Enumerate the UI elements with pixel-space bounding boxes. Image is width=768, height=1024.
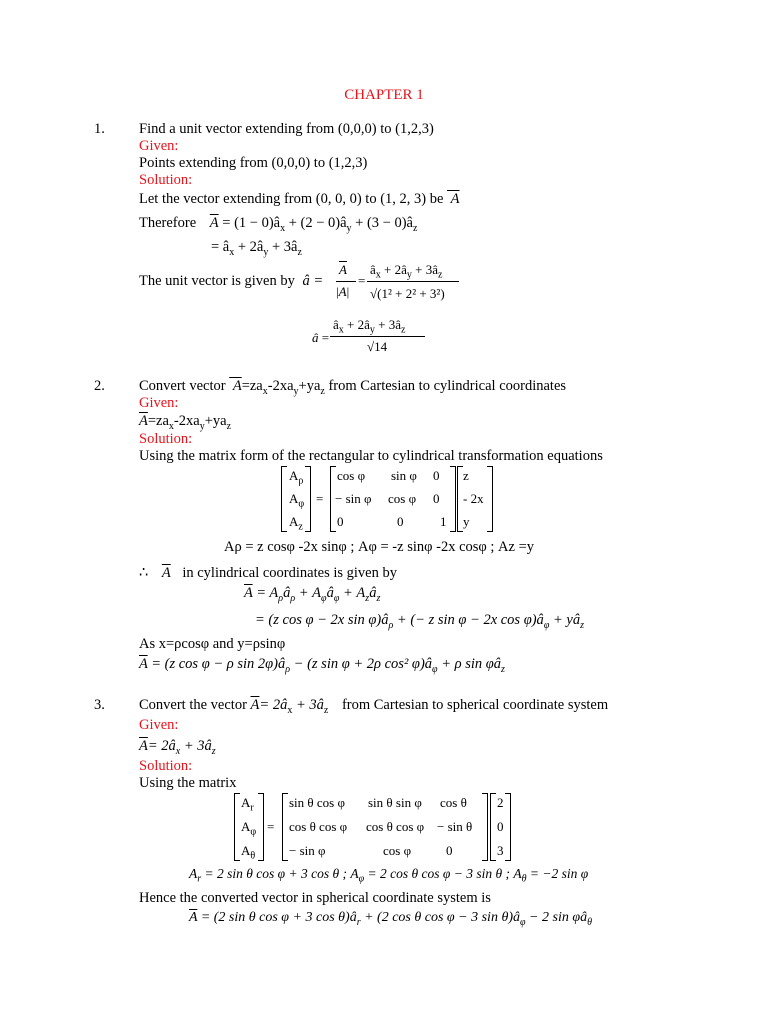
rhs-cell: z [463, 468, 469, 483]
num-part: + 3â [378, 317, 401, 332]
problem-3-solution-label: Solution: [139, 758, 193, 774]
q-part: Convert vector [139, 378, 226, 394]
num-part: + 2â [384, 262, 407, 277]
frac-line [330, 336, 425, 337]
problem-1-unit-text [139, 273, 323, 289]
m-cell: 0 [397, 514, 404, 529]
bracket-right [505, 793, 511, 861]
m-cell: cos θ cos φ [289, 819, 348, 834]
a-hat-eq: â = [312, 330, 330, 345]
cyl-components: Aρ = z cosφ -2x sinφ ; Aφ = -z sinφ -2x cosφ ; Az =y [224, 539, 535, 555]
m-cell: cos θ [440, 795, 467, 810]
problem-3-number: 3. [94, 697, 105, 713]
m-cell: cos θ cos φ [366, 819, 425, 834]
frac-A-denom: |A| [336, 284, 350, 299]
cyl-final: $\overline{A} = (z$ cos φ − ρ $\sin 2\varphi)â_\rho - (z$ sin φ + 2ρ cos² $\varphi)â_\varphi + \rho$ $\sin \varphi â_z$ [139, 656, 505, 675]
eq-part: + 2â [237, 239, 264, 255]
num-part: + 2â [347, 317, 370, 332]
therefore-word: Therefore [139, 215, 197, 231]
rhs-cell: 0 [497, 819, 504, 834]
rhs-cell: 3 [497, 843, 504, 858]
eq-part: = â [211, 239, 230, 255]
m-cell: sin φ [391, 468, 417, 483]
therefore-line [139, 565, 397, 581]
q-part: +ya [298, 378, 321, 394]
frac-A-numer: $\overline{A}$ [339, 262, 347, 277]
lhs-a-phi: $A_\varphi$ [241, 819, 257, 838]
problem-3-using: Using the matrix [139, 775, 237, 791]
lhs-a-theta: $A_\theta$ [241, 843, 256, 862]
in-cyl-text: in cylindrical coordinates is given by [182, 565, 397, 581]
frac-line [336, 281, 356, 282]
eq-part: + yâ [552, 612, 581, 628]
q-part: = 2â [259, 697, 288, 713]
eq-part: + (3 − 0)â [355, 215, 413, 231]
lhs-a-rho: $A_\rho$ [289, 468, 304, 487]
as-text: As x=ρcosφ and y=ρsinφ [139, 636, 286, 652]
eq-part: + (2 − 0)â [288, 215, 347, 231]
g-part: + 3â [183, 738, 212, 754]
q-part: from Cartesian to cylindrical coordinates [328, 378, 567, 394]
problem-2-question: Convert vector $A=za_x-2xa_y+ya_z$ from Cartesian to cylindrical coordinates [139, 378, 567, 397]
rhs-cell: - 2x [463, 491, 484, 506]
m-cell: 0 [433, 491, 440, 506]
m-cell: − sin φ [335, 491, 372, 506]
m-cell: 0 [446, 843, 453, 858]
m-cell: sin θ sin φ [368, 795, 422, 810]
bracket-right [450, 466, 456, 532]
m-cell: 0 [433, 468, 440, 483]
vector-A-symbol: A [229, 378, 242, 394]
num-part: + 3â [415, 262, 438, 277]
problem-2-using: Using the matrix form of the rectangular to cylindrical transformation equations [139, 448, 603, 464]
problem-2-solution-label: Solution: [139, 431, 193, 447]
problem-1-solution-label: Solution: [139, 172, 193, 188]
bracket-left [281, 466, 287, 532]
eq-part: − 2 sin φâ [529, 910, 588, 925]
lhs-a-phi: $A_\varphi$ [289, 491, 305, 510]
comp: = 2 sin θ cos φ + 3 cos θ [204, 866, 340, 881]
bracket-right [305, 466, 311, 532]
eq-part: + ρ sin φâ [441, 656, 502, 672]
m-cell: cos φ [388, 491, 417, 506]
a-hat-symbol: â = [302, 273, 324, 289]
problem-3-given-text: $\overline{A}=$ $2â_x$ + $3â_z$ [139, 738, 216, 757]
hence-text: Hence the converted vector in spherical coordinate system is [139, 890, 491, 906]
q-part: -2xa [267, 378, 294, 394]
num-part: â [370, 262, 376, 277]
eq-part: = (z cos φ − ρ sin 2φ)â [151, 656, 286, 672]
frac-3-numer: $â_x$ + $2â_y$ + $3â_z$ [333, 317, 406, 336]
therefore-symbol: ∴ [139, 565, 149, 581]
problem-2-given-text: $\overline{A}=za_x-2xa_y+ya_z$ [139, 413, 232, 432]
m-cell: − sin θ [437, 819, 473, 834]
bracket-left [490, 793, 496, 861]
eq-part: = (2 sin θ cos φ + 3 cos θ)â [200, 910, 357, 925]
bracket-right [487, 466, 493, 532]
m-cell: 1 [440, 514, 447, 529]
q-part: from Cartesian to spherical coordinate system [341, 697, 609, 713]
bracket-right [482, 793, 488, 861]
g-part: -2xa [173, 413, 200, 429]
m-cell: cos φ [383, 843, 412, 858]
comp: = −2 sin φ [529, 866, 589, 881]
chapter-title: CHAPTER 1 [344, 87, 424, 103]
problem-3-given-label: Given: [139, 717, 179, 733]
problem-1-let-text [139, 191, 460, 207]
problem-1-therefore-line: Therefore $\overline{A} = (1$ − $0)â_x + (2$ − $0)â_y + (3$ − $0)â_z$ [139, 215, 418, 234]
eq-part: = (1 − 0)â [222, 215, 281, 231]
equals-sign: = [358, 273, 366, 288]
m-cell: cos φ [337, 468, 366, 483]
g-part: +ya [204, 413, 227, 429]
g-part: =za [147, 413, 169, 429]
problem-2-given-label: Given: [139, 395, 179, 411]
bracket-left [282, 793, 288, 861]
comp: = 2 cos θ cos φ − 3 sin θ [367, 866, 503, 881]
sph-components: $A_r = 2$ sin θ cos φ + 3 cos θ ; $A_\varphi = 2$ cos θ cos φ − 3 sin θ ; $A_\theta = -2$ sin φ [189, 866, 589, 885]
cyl-eq-2: = (z cos φ − 2x $\sin \varphi)â_\rho$ + (− z sin φ − 2x $\cos \varphi)â_\varphi$ + $yâ_z$ [255, 612, 584, 631]
g-part: = 2â [147, 738, 176, 754]
rhs-cell: 2 [497, 795, 504, 810]
lhs-a-z: $A_z$ [289, 514, 303, 533]
m-cell: 0 [337, 514, 344, 529]
problem-1-eq2: = $â_x$ + $2â_y$ + $3â_z$ [211, 239, 302, 258]
num-part: â [333, 317, 339, 332]
cyl-eq-1: $\overline{A}$ = $A_\rho â_\rho$ + $A_\varphi â_\varphi$ + $A_zâ_z$ [244, 585, 381, 604]
q-part: Convert the vector [139, 697, 247, 713]
eq-part: + (− z sin φ − 2x cos φ)â [396, 612, 544, 628]
frac-2-numer: $â_x$ + $2â_y$ + $3â_z$ [370, 262, 443, 281]
eq-part: + 3â [272, 239, 298, 255]
problem-1-number: 1. [94, 121, 105, 137]
vector-A-symbol: A [447, 191, 460, 207]
eq-part: − (z sin φ + 2ρ cos² φ)â [293, 656, 433, 672]
vector-A-symbol: $\overline{A}$ [161, 565, 171, 581]
bracket-right [258, 793, 264, 861]
sph-final: $\overline{A} = (2$ sin θ cos φ + 3 $\cos \theta)â_r + (2$ cos θ cos φ − 3 $\sin \theta)â_\varphi - 2$ $\sin \varphi â_\theta$ [189, 910, 592, 928]
sqrt-14: √14 [367, 339, 388, 354]
problem-1-given-text: Points extending from (0,0,0) to (1,2,3) [139, 155, 368, 171]
matrix-equals: = [267, 819, 275, 834]
sqrt-1-2-3: √(1² + 2² + 3²) [370, 286, 445, 301]
problem-1-given-label: Given: [139, 138, 179, 154]
rhs-cell: y [463, 514, 470, 529]
m-cell: sin θ cos φ [289, 795, 345, 810]
bracket-left [234, 793, 240, 861]
vector-A-symbol: $\overline{A}$ [209, 215, 219, 231]
problem-1-question: Find a unit vector extending from (0,0,0) to (1,2,3) [139, 121, 434, 137]
frac-line [367, 281, 459, 282]
q-part: =za [241, 378, 263, 394]
q-part: + 3â [295, 697, 324, 713]
eq-part: + (2 cos θ cos φ − 3 sin θ)â [364, 910, 520, 925]
m-cell: − sin φ [289, 843, 326, 858]
problem-3-question: Convert the vector $\overline{A}=$ $2â_x$ + $3â_z$ from Cartesian to spherical coordinate system [139, 697, 609, 716]
eq-part: = (z cos φ − 2x sin φ)â [255, 612, 389, 628]
vector-A-symbol: $\overline{A}$ [139, 413, 148, 429]
matrix-equals: = [316, 491, 324, 506]
unit-text-span: The unit vector is given by [139, 273, 295, 289]
lhs-a-r: $A_r$ [241, 795, 254, 814]
problem-2-number: 2. [94, 378, 105, 394]
problem-1-let-span: Let the vector extending from (0, 0, 0) to (1, 2, 3) be [139, 191, 444, 207]
